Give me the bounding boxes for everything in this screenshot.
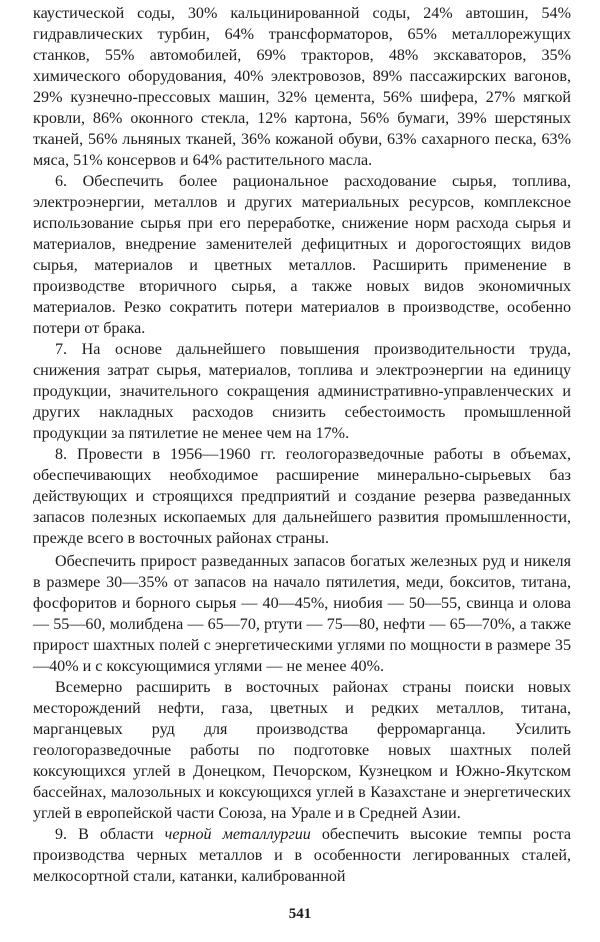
item-9-rest: обеспечить высокие темпы роста производства черных металлов и в особенности легированных сталей, мелкосортной стали, катанки, калиброванной <box>33 826 571 885</box>
paragraph-item-6: 6. Обеспечить более рациональное расходование сырья, топлива, электроэнергии, металлов и других материальных ресурсов, комплексное использование сырья при его переработке, снижение норм расхода сырья и материалов, внедрение заменителей дефицитных и дорогостоящих видов сырья, материалов и цветных металлов. Расширить применение в производстве вторичного сырья, а также новых видов экономичных материалов. Резко сократить потери материалов в производстве, особенно потери от брака. <box>33 173 571 337</box>
item-9-lead: 9. В области <box>55 826 165 843</box>
document-page <box>33 3 571 887</box>
item-9-emphasis: черной металлургии <box>164 826 311 843</box>
paragraph-search: Всемерно расширить в восточных районах страны поиски новых месторождений нефти, газа, цветных и редких металлов, титана, марганцевых руд для производства ферромарганца. Усилить геологоразведочные работы по подготовке новых шахтных полей коксующихся углей в Донецком, Печорском, Кузнецком и Южно-Якутском бассейнах, малозольных и коксующихся углей в Казахстане и энергетических углей в европейской части Союза, на Урале и в Средней Азии. <box>33 679 571 822</box>
paragraph-reserves: Обеспечить прирост разведанных запасов богатых железных руд и никеля в размере 30—35% от запасов на начало пятилетия, меди, бокситов, титана, фосфоритов и борного сырья — 40—45%, ниобия — 50—55, свинца и олова — 55—60, молибдена — 65—70, ртути — 75—80, нефти — 65—70%, а также прирост шахтных полей с энергетическими углями по мощности в размере 35—40% и с коксующимися углями — не менее 40%. <box>33 553 571 675</box>
page-number: 541 <box>288 906 312 922</box>
paragraph-item-9 <box>33 824 571 887</box>
paragraph-continuation: каустической соды, 30% кальцинированной соды, 24% автошин, 54% гидравлических турбин, 64% трансформаторов, 65% металлорежущих станков, 55% автомобилей, 69% тракторов, 48% экскаваторов, 35% химического оборудования, 40% электровозов, 89% пассажирских вагонов, 29% кузнечно-прессовых машин, 32% цемента, 56% шифера, 27% мягкой кровли, 86% оконного стекла, 12% картона, 56% бумаги, 39% шерстяных тканей, 56% льняных тканей, 36% кожаной обуви, 63% сахарного песка, 63% мяса, 51% консервов и 64% растительного масла. <box>33 5 571 169</box>
paragraph-item-7: 7. На основе дальнейшего повышения производительности труда, снижения затрат сырья, материалов, топлива и электроэнергии на единицу продукции, значительного сокращения административно-управленческих и других накладных расходов снизить себестоимость промышленной продукции за пятилетие не менее чем на 17%. <box>33 341 571 442</box>
paragraph-item-8: 8. Провести в 1956—1960 гг. геологоразведочные работы в объемах, обеспечивающих необходимое расширение минерально-сырьевых баз действующих и строящихся предприятий и создание резерва разведанных запасов полезных ископаемых для дальнейшего развития промышленности, прежде всего в восточных районах страны. <box>33 446 571 547</box>
